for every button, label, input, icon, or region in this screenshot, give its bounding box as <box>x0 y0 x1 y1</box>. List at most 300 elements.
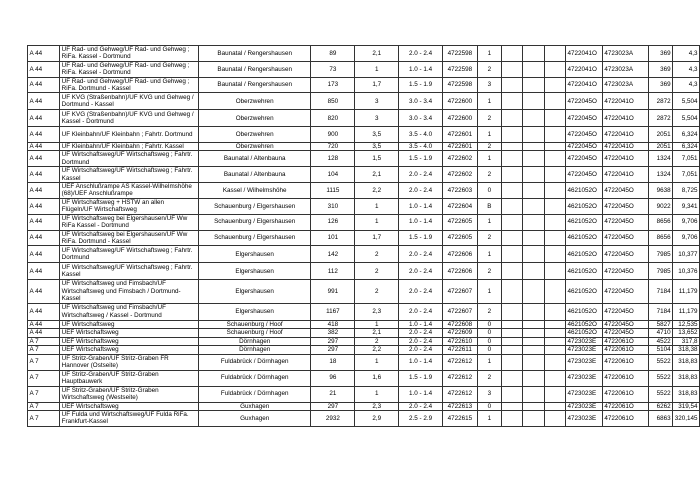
cell-lane: 2 <box>477 370 501 386</box>
cell-blank3 <box>544 230 565 246</box>
table-row <box>28 354 700 370</box>
table-row <box>28 151 700 167</box>
table-row <box>28 346 700 355</box>
cell-ref1: 4621052O <box>566 263 603 280</box>
cell-value: 2051 <box>649 127 673 143</box>
cell-ref2: 4722061O <box>602 370 648 386</box>
cell-location: Baunatal / Rengershausen <box>198 61 310 77</box>
cell-code: 4722612 <box>442 354 477 370</box>
cell-blank2 <box>523 198 544 214</box>
cell-road: A 7 <box>28 370 60 386</box>
cell-blank2 <box>523 320 544 329</box>
cell-ref1: 4722045O <box>566 127 603 143</box>
table-row <box>28 183 700 199</box>
cell-blank1 <box>502 411 523 427</box>
cell-width: 1 <box>355 386 399 402</box>
cell-length: 101 <box>311 230 355 246</box>
cell-class: 2.0 - 2.4 <box>399 337 443 346</box>
cell-code: 4722603 <box>442 183 477 199</box>
table-row <box>28 46 700 62</box>
cell-length: 297 <box>311 337 355 346</box>
cell-ref1: 4722045O <box>566 142 603 151</box>
cell-location: Dörnhagen <box>198 337 310 346</box>
cell-class: 1.5 - 1.9 <box>399 77 443 93</box>
cell-area: 11,179 <box>673 280 700 303</box>
cell-length: 1115 <box>311 183 355 199</box>
cell-lane: 2 <box>477 230 501 246</box>
cell-width: 1 <box>355 320 399 329</box>
cell-ref1: 4723023E <box>566 402 603 411</box>
cell-blank2 <box>523 167 544 183</box>
cell-ref2: 4722045O <box>602 280 648 303</box>
cell-code: 4722610 <box>442 337 477 346</box>
cell-road: A 44 <box>28 246 60 263</box>
cell-lane: 1 <box>477 46 501 62</box>
cell-blank3 <box>544 46 565 62</box>
cell-blank2 <box>523 386 544 402</box>
table-row <box>28 214 700 230</box>
cell-code: 4722613 <box>442 402 477 411</box>
cell-class: 2.0 - 2.4 <box>399 46 443 62</box>
cell-value: 369 <box>649 61 673 77</box>
cell-length: 382 <box>311 329 355 338</box>
cell-width: 3,5 <box>355 127 399 143</box>
cell-value: 5827 <box>649 320 673 329</box>
cell-length: 1167 <box>311 303 355 320</box>
table-row <box>28 402 700 411</box>
cell-ref1: 4621052O <box>566 303 603 320</box>
cell-ref1: 4722045O <box>566 93 603 110</box>
cell-lane: 2 <box>477 110 501 127</box>
cell-description: UF KVG (Straßenbahn)/UF KVG und Gehweg / Dortmund - Kassel <box>60 93 199 110</box>
cell-lane: 2 <box>477 263 501 280</box>
cell-blank1 <box>502 167 523 183</box>
table-row <box>28 329 700 338</box>
cell-area: 5,504 <box>673 110 700 127</box>
cell-value: 9638 <box>649 183 673 199</box>
cell-length: 89 <box>311 46 355 62</box>
cell-road: A 7 <box>28 386 60 402</box>
cell-blank1 <box>502 61 523 77</box>
cell-blank2 <box>523 354 544 370</box>
cell-ref2: 4722041O <box>602 142 648 151</box>
cell-width: 2,1 <box>355 329 399 338</box>
cell-blank1 <box>502 370 523 386</box>
cell-code: 4722598 <box>442 61 477 77</box>
table-row <box>28 230 700 246</box>
cell-area: 318,83 <box>673 370 700 386</box>
cell-area: 13,652 <box>673 329 700 338</box>
cell-description: UF Wirtschaftsweg/UF Wirtschaftsweg ; Fahrtr. Kassel <box>60 263 199 280</box>
cell-lane: 1 <box>477 354 501 370</box>
cell-value: 6262 <box>649 402 673 411</box>
cell-blank2 <box>523 46 544 62</box>
cell-blank1 <box>502 151 523 167</box>
table-row <box>28 386 700 402</box>
cell-description: UF Wirtschaftsweg und Fimsbach/UF Wirtschaftsweg und Fimsbach / Dortmund-Kassel <box>60 280 199 303</box>
cell-ref2: 4722045O <box>602 329 648 338</box>
cell-blank2 <box>523 142 544 151</box>
cell-location: Baunatal / Rengershausen <box>198 77 310 93</box>
cell-location: Kassel / Wilhelmshöhe <box>198 183 310 199</box>
cell-ref2: 4722061O <box>602 411 648 427</box>
cell-value: 7985 <box>649 263 673 280</box>
cell-area: 7,051 <box>673 167 700 183</box>
cell-location: Oberzwehren <box>198 142 310 151</box>
cell-ref2: 4722041O <box>602 93 648 110</box>
cell-class: 1.0 - 1.4 <box>399 214 443 230</box>
cell-road: A 44 <box>28 329 60 338</box>
cell-class: 2.0 - 2.4 <box>399 280 443 303</box>
cell-ref1: 4621052O <box>566 320 603 329</box>
cell-width: 2,9 <box>355 411 399 427</box>
cell-road: A 44 <box>28 320 60 329</box>
cell-road: A 7 <box>28 337 60 346</box>
structures-table <box>27 45 700 427</box>
cell-class: 1.5 - 1.9 <box>399 151 443 167</box>
cell-width: 1,6 <box>355 370 399 386</box>
cell-ref1: 4722041O <box>566 46 603 62</box>
table-row <box>28 127 700 143</box>
cell-road: A 44 <box>28 183 60 199</box>
cell-code: 4722609 <box>442 329 477 338</box>
cell-area: 5,504 <box>673 93 700 110</box>
cell-blank3 <box>544 127 565 143</box>
cell-ref1: 4722041O <box>566 77 603 93</box>
cell-blank3 <box>544 386 565 402</box>
cell-blank2 <box>523 77 544 93</box>
cell-blank2 <box>523 183 544 199</box>
cell-ref2: 4723023A <box>602 77 648 93</box>
cell-blank2 <box>523 246 544 263</box>
cell-ref2: 4722041O <box>602 167 648 183</box>
cell-ref1: 4723023E <box>566 354 603 370</box>
cell-value: 5522 <box>649 386 673 402</box>
cell-lane: 3 <box>477 77 501 93</box>
cell-location: Elgershausen <box>198 263 310 280</box>
cell-value: 4522 <box>649 337 673 346</box>
cell-length: 297 <box>311 346 355 355</box>
cell-road: A 44 <box>28 198 60 214</box>
cell-blank3 <box>544 246 565 263</box>
cell-ref1: 4621052O <box>566 230 603 246</box>
cell-description: UEF Wirtschaftsweg <box>60 346 199 355</box>
cell-code: 4722605 <box>442 214 477 230</box>
table-row <box>28 370 700 386</box>
cell-ref1: 4722045O <box>566 167 603 183</box>
cell-ref1: 4723023E <box>566 346 603 355</box>
cell-code: 4722600 <box>442 110 477 127</box>
cell-area: 4,3 <box>673 61 700 77</box>
cell-width: 2 <box>355 246 399 263</box>
cell-length: 126 <box>311 214 355 230</box>
cell-blank3 <box>544 214 565 230</box>
cell-area: 318,83 <box>673 386 700 402</box>
cell-length: 2932 <box>311 411 355 427</box>
cell-blank2 <box>523 110 544 127</box>
cell-class: 2.0 - 2.4 <box>399 402 443 411</box>
cell-lane: 2 <box>477 61 501 77</box>
cell-lane: 1 <box>477 411 501 427</box>
cell-blank2 <box>523 93 544 110</box>
cell-description: UEF Anschlußrampe AS Kassel-Wilhelmshöhe (68)/UEF Anschlußrampe <box>60 183 199 199</box>
cell-ref1: 4722045O <box>566 110 603 127</box>
cell-width: 3 <box>355 110 399 127</box>
cell-length: 991 <box>311 280 355 303</box>
cell-blank3 <box>544 329 565 338</box>
cell-class: 2.5 - 2.9 <box>399 411 443 427</box>
cell-blank1 <box>502 230 523 246</box>
cell-lane: 0 <box>477 337 501 346</box>
cell-value: 7985 <box>649 246 673 263</box>
table-body <box>28 46 700 427</box>
cell-road: A 44 <box>28 142 60 151</box>
cell-lane: 0 <box>477 346 501 355</box>
cell-area: 10,376 <box>673 263 700 280</box>
cell-ref1: 4723023E <box>566 337 603 346</box>
cell-description: UEF Wirtschaftsweg <box>60 402 199 411</box>
cell-location: Dörnhagen <box>198 346 310 355</box>
cell-location: Guxhagen <box>198 411 310 427</box>
cell-value: 6863 <box>649 411 673 427</box>
cell-location: Baunatal / Rengershausen <box>198 46 310 62</box>
table-row <box>28 142 700 151</box>
cell-road: A 44 <box>28 151 60 167</box>
cell-description: UF Wirtschaftsweg/UF Wirtschaftsweg ; Fahrtr. Kassel <box>60 167 199 183</box>
table-row <box>28 411 700 427</box>
cell-blank2 <box>523 214 544 230</box>
cell-class: 2.0 - 2.4 <box>399 263 443 280</box>
cell-location: Elgershausen <box>198 246 310 263</box>
cell-value: 1324 <box>649 167 673 183</box>
cell-area: 4,3 <box>673 77 700 93</box>
cell-blank1 <box>502 77 523 93</box>
cell-width: 1 <box>355 354 399 370</box>
cell-area: 8,725 <box>673 183 700 199</box>
cell-location: Fuldabrück / Dörnhagen <box>198 370 310 386</box>
cell-area: 9,706 <box>673 230 700 246</box>
cell-lane: 2 <box>477 167 501 183</box>
cell-location: Oberzwehren <box>198 127 310 143</box>
cell-code: 4722604 <box>442 198 477 214</box>
cell-code: 4722602 <box>442 167 477 183</box>
cell-location: Baunatal / Altenbauna <box>198 167 310 183</box>
cell-lane: 3 <box>477 386 501 402</box>
cell-area: 317,8 <box>673 337 700 346</box>
table-row <box>28 263 700 280</box>
cell-blank2 <box>523 329 544 338</box>
cell-road: A 44 <box>28 280 60 303</box>
cell-blank3 <box>544 61 565 77</box>
cell-road: A 44 <box>28 303 60 320</box>
cell-width: 2,2 <box>355 346 399 355</box>
cell-length: 900 <box>311 127 355 143</box>
cell-blank3 <box>544 354 565 370</box>
cell-description: UF Wirtschaftsweg <box>60 320 199 329</box>
cell-description: UF KVG (Straßenbahn)/UF KVG und Gehweg / Kassel - Dortmund <box>60 110 199 127</box>
cell-blank2 <box>523 346 544 355</box>
cell-blank1 <box>502 320 523 329</box>
cell-blank2 <box>523 127 544 143</box>
cell-location: Fuldabrück / Dörnhagen <box>198 354 310 370</box>
cell-length: 850 <box>311 93 355 110</box>
cell-lane: 2 <box>477 142 501 151</box>
cell-width: 1 <box>355 198 399 214</box>
cell-width: 1,5 <box>355 151 399 167</box>
cell-ref2: 4722045O <box>602 214 648 230</box>
cell-value: 2872 <box>649 110 673 127</box>
cell-ref1: 4723023E <box>566 411 603 427</box>
cell-area: 7,051 <box>673 151 700 167</box>
cell-blank3 <box>544 183 565 199</box>
table-row <box>28 303 700 320</box>
cell-width: 2,3 <box>355 303 399 320</box>
cell-blank1 <box>502 337 523 346</box>
cell-blank1 <box>502 93 523 110</box>
cell-blank3 <box>544 142 565 151</box>
cell-blank2 <box>523 337 544 346</box>
cell-length: 720 <box>311 142 355 151</box>
cell-class: 2.0 - 2.4 <box>399 329 443 338</box>
cell-description: UF Stritz-Graben/UF Stritz-Graben Hauptbauwerk <box>60 370 199 386</box>
cell-width: 1,7 <box>355 230 399 246</box>
cell-blank2 <box>523 230 544 246</box>
cell-value: 2051 <box>649 142 673 151</box>
cell-location: Schauenburg / Elgershausen <box>198 214 310 230</box>
cell-code: 4722601 <box>442 127 477 143</box>
cell-length: 310 <box>311 198 355 214</box>
cell-code: 4722606 <box>442 263 477 280</box>
cell-blank2 <box>523 61 544 77</box>
table-row <box>28 93 700 110</box>
cell-length: 297 <box>311 402 355 411</box>
cell-code: 4722598 <box>442 46 477 62</box>
cell-class: 1.0 - 1.4 <box>399 354 443 370</box>
cell-area: 6,324 <box>673 127 700 143</box>
cell-blank1 <box>502 127 523 143</box>
cell-width: 2,2 <box>355 183 399 199</box>
cell-ref2: 4722045O <box>602 263 648 280</box>
cell-location: Schauenburg / Elgershausen <box>198 198 310 214</box>
cell-width: 1 <box>355 61 399 77</box>
cell-blank2 <box>523 303 544 320</box>
cell-class: 1.5 - 1.9 <box>399 230 443 246</box>
data-sheet <box>27 45 700 427</box>
cell-code: 4722602 <box>442 151 477 167</box>
cell-blank2 <box>523 402 544 411</box>
cell-description: UF Wirtschaftsweg/UF Wirtschaftsweg ; Fahrtr. Dortmund <box>60 246 199 263</box>
cell-description: UF Kleinbahn/UF Kleinbahn ; Fahrtr. Kassel <box>60 142 199 151</box>
cell-blank1 <box>502 246 523 263</box>
cell-road: A 7 <box>28 354 60 370</box>
cell-area: 318,83 <box>673 354 700 370</box>
cell-area: 9,341 <box>673 198 700 214</box>
cell-code: 4722612 <box>442 370 477 386</box>
cell-blank3 <box>544 198 565 214</box>
cell-ref2: 4722061O <box>602 402 648 411</box>
cell-length: 18 <box>311 354 355 370</box>
cell-ref2: 4722061O <box>602 346 648 355</box>
cell-value: 7184 <box>649 303 673 320</box>
cell-width: 2 <box>355 280 399 303</box>
cell-blank1 <box>502 329 523 338</box>
cell-blank1 <box>502 386 523 402</box>
cell-ref1: 4621052O <box>566 214 603 230</box>
cell-blank3 <box>544 337 565 346</box>
cell-blank1 <box>502 214 523 230</box>
cell-description: UF Rad- und Gehweg/UF Rad- und Gehweg ; RiFa. Kassel - Dortmund <box>60 46 199 62</box>
cell-ref2: 4722045O <box>602 303 648 320</box>
cell-ref1: 4621052O <box>566 280 603 303</box>
cell-road: A 44 <box>28 93 60 110</box>
cell-width: 2,1 <box>355 46 399 62</box>
cell-blank3 <box>544 320 565 329</box>
cell-location: Oberzwehren <box>198 110 310 127</box>
cell-value: 2872 <box>649 93 673 110</box>
cell-location: Fuldabrück / Dörnhagen <box>198 386 310 402</box>
cell-blank3 <box>544 77 565 93</box>
cell-code: 4722612 <box>442 386 477 402</box>
cell-ref2: 4722061O <box>602 386 648 402</box>
cell-value: 8656 <box>649 214 673 230</box>
cell-blank2 <box>523 263 544 280</box>
cell-ref2: 4722041O <box>602 110 648 127</box>
cell-blank2 <box>523 370 544 386</box>
cell-value: 4710 <box>649 329 673 338</box>
cell-ref1: 4621052O <box>566 246 603 263</box>
cell-road: A 44 <box>28 61 60 77</box>
cell-blank1 <box>502 402 523 411</box>
cell-description: UF Wirtschaftsweg + HSTW an allen Flügeln/UF Wirtschaftsweg <box>60 198 199 214</box>
cell-lane: 0 <box>477 402 501 411</box>
cell-lane: 1 <box>477 280 501 303</box>
cell-location: Baunatal / Altenbauna <box>198 151 310 167</box>
cell-value: 5522 <box>649 354 673 370</box>
cell-location: Elgershausen <box>198 303 310 320</box>
cell-blank1 <box>502 354 523 370</box>
cell-value: 5522 <box>649 370 673 386</box>
cell-area: 9,706 <box>673 214 700 230</box>
cell-road: A 7 <box>28 411 60 427</box>
cell-code: 4722607 <box>442 280 477 303</box>
cell-blank3 <box>544 167 565 183</box>
cell-road: A 44 <box>28 214 60 230</box>
cell-length: 418 <box>311 320 355 329</box>
cell-ref2: 4722045O <box>602 246 648 263</box>
cell-class: 1.0 - 1.4 <box>399 61 443 77</box>
cell-road: A 44 <box>28 167 60 183</box>
cell-length: 104 <box>311 167 355 183</box>
cell-code: 4722615 <box>442 411 477 427</box>
cell-description: UEF Wirtschaftsweg <box>60 337 199 346</box>
cell-ref1: 4722045O <box>566 151 603 167</box>
cell-code: 4722601 <box>442 142 477 151</box>
cell-blank3 <box>544 280 565 303</box>
cell-location: Schauenburg / Hoof <box>198 329 310 338</box>
cell-lane: 1 <box>477 93 501 110</box>
cell-code: 4722598 <box>442 77 477 93</box>
cell-description: UEF Wirtschaftsweg <box>60 329 199 338</box>
cell-lane: 2 <box>477 303 501 320</box>
cell-code: 4722607 <box>442 303 477 320</box>
cell-ref2: 4722045O <box>602 320 648 329</box>
cell-width: 1 <box>355 214 399 230</box>
table-row <box>28 198 700 214</box>
cell-area: 4,3 <box>673 46 700 62</box>
cell-blank2 <box>523 151 544 167</box>
cell-blank3 <box>544 93 565 110</box>
cell-blank1 <box>502 280 523 303</box>
